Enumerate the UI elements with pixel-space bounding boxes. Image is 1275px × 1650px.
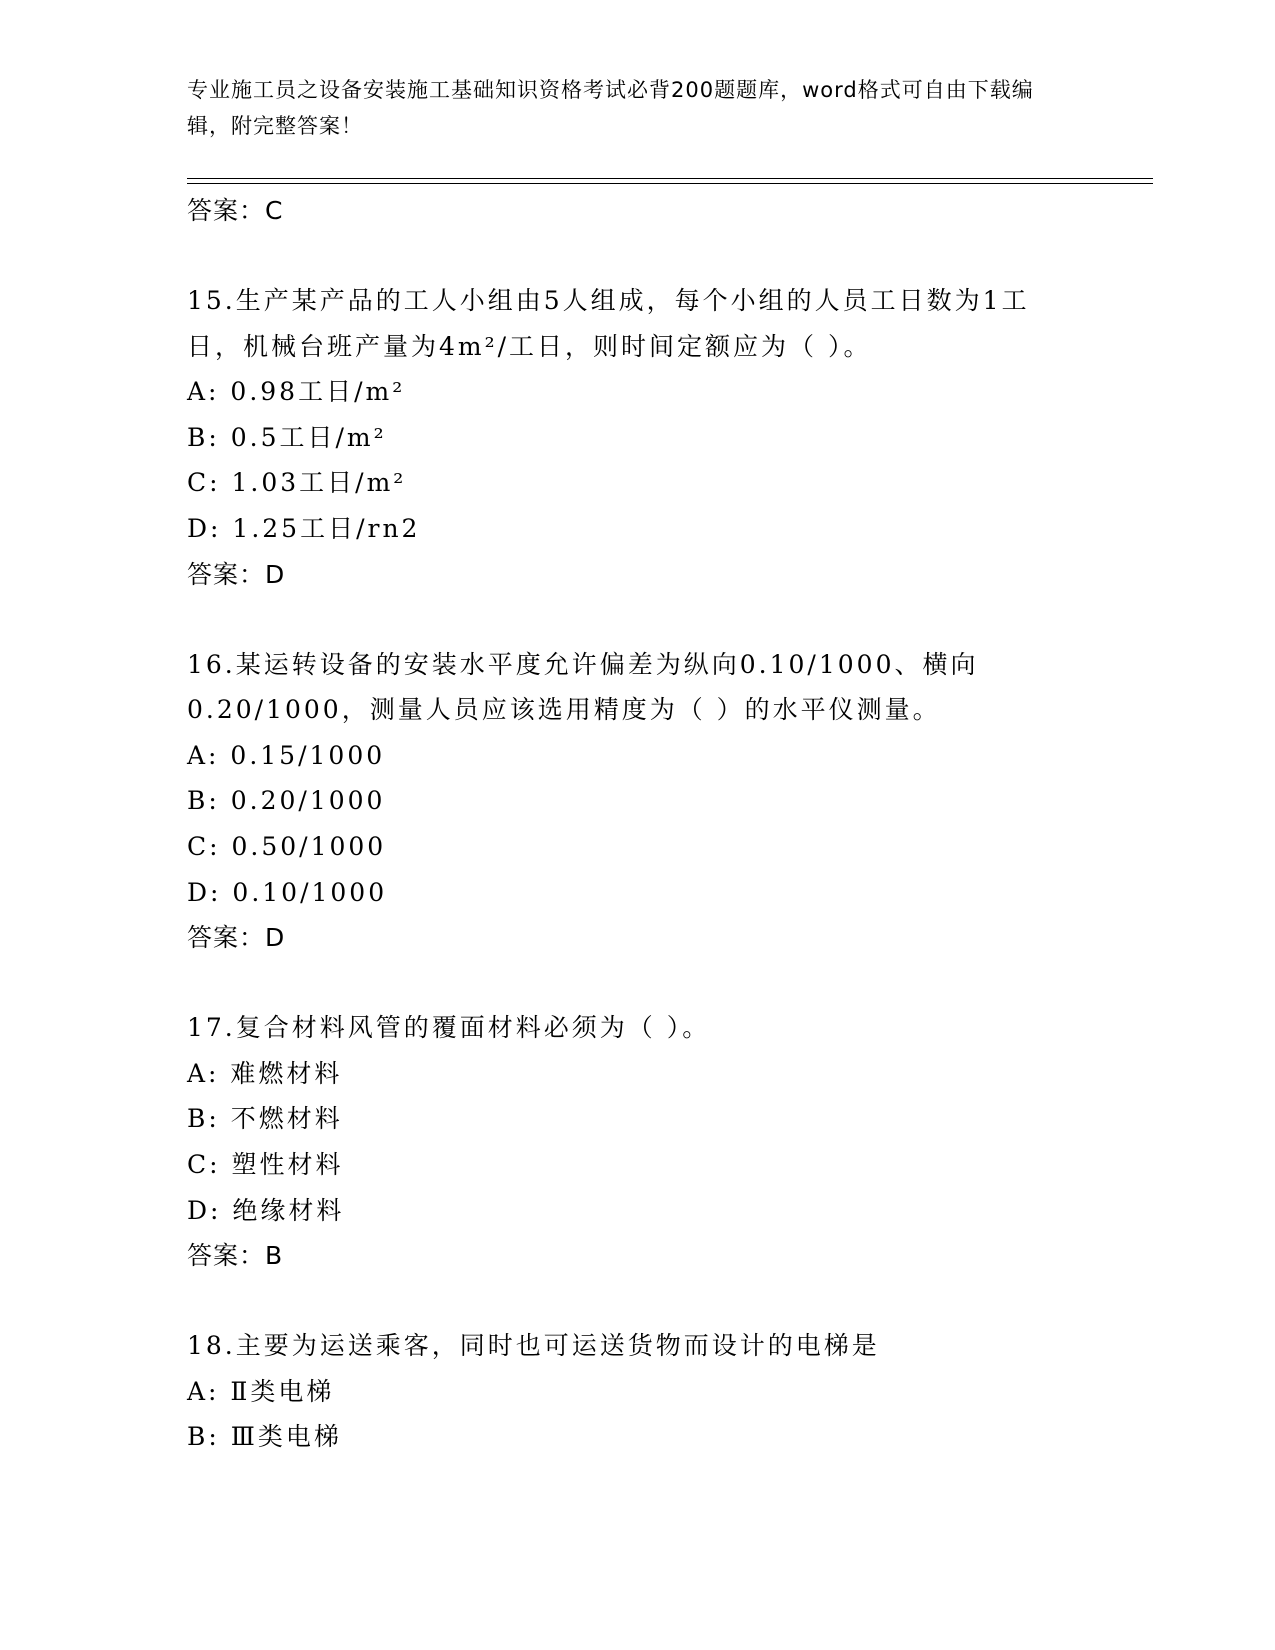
- header-divider-bottom: [187, 183, 1153, 184]
- document-header: 专业施工员之设备安装施工基础知识资格考试必背200题题库，word格式可自由下载编辑，附完整答案！: [187, 78, 1034, 138]
- option-c: C: 0.50/1000: [187, 831, 387, 861]
- question-block: [187, 1005, 1087, 1278]
- option-b: B: Ⅲ类电梯: [187, 1422, 342, 1452]
- option-c: C: 塑性材料: [187, 1149, 344, 1179]
- option-b: B: 不燃材料: [187, 1104, 343, 1134]
- answer-line: 答案：B: [187, 1241, 284, 1271]
- option-a: A: 难燃材料: [187, 1058, 343, 1088]
- question-text: 17.复合材料风管的覆面材料必须为（ ）。: [187, 1013, 711, 1043]
- question-block: [187, 1323, 1087, 1460]
- question-text: 日，机械台班产量为4m²/工日，则时间定额应为（ ）。: [187, 331, 872, 361]
- question-text: 15.生产某产品的工人小组由5人组成，每个小组的人员工日数为1工: [187, 286, 1030, 315]
- question-block: [187, 278, 1087, 597]
- question-text: 0.20/1000，测量人员应该选用精度为（ ）的水平仪测量。: [187, 695, 941, 725]
- document-body: [187, 188, 1087, 1460]
- option-a: A: Ⅱ类电梯: [187, 1376, 335, 1406]
- option-a: A: 0.98工日/m²: [187, 377, 406, 407]
- question-text: 16.某运转设备的安装水平度允许偏差为纵向0.10/1000、横向: [187, 649, 979, 679]
- answer-line: 答案：D: [187, 559, 286, 589]
- option-d: D: 绝缘材料: [187, 1195, 345, 1225]
- question-text: 18.主要为运送乘客，同时也可运送货物而设计的电梯是: [187, 1331, 880, 1361]
- option-b: B: 0.5工日/m²: [187, 422, 387, 452]
- option-d: D: 0.10/1000: [187, 877, 388, 907]
- option-d: D: 1.25工日/rn2: [187, 513, 421, 543]
- answer-line: 答案：D: [187, 923, 286, 953]
- option-a: A: 0.15/1000: [187, 740, 386, 770]
- header-divider-top: [187, 178, 1153, 179]
- option-c: C: 1.03工日/m²: [187, 468, 407, 498]
- answer-line: 答案：C: [187, 196, 284, 225]
- question-block: [187, 642, 1087, 961]
- option-b: B: 0.20/1000: [187, 786, 386, 816]
